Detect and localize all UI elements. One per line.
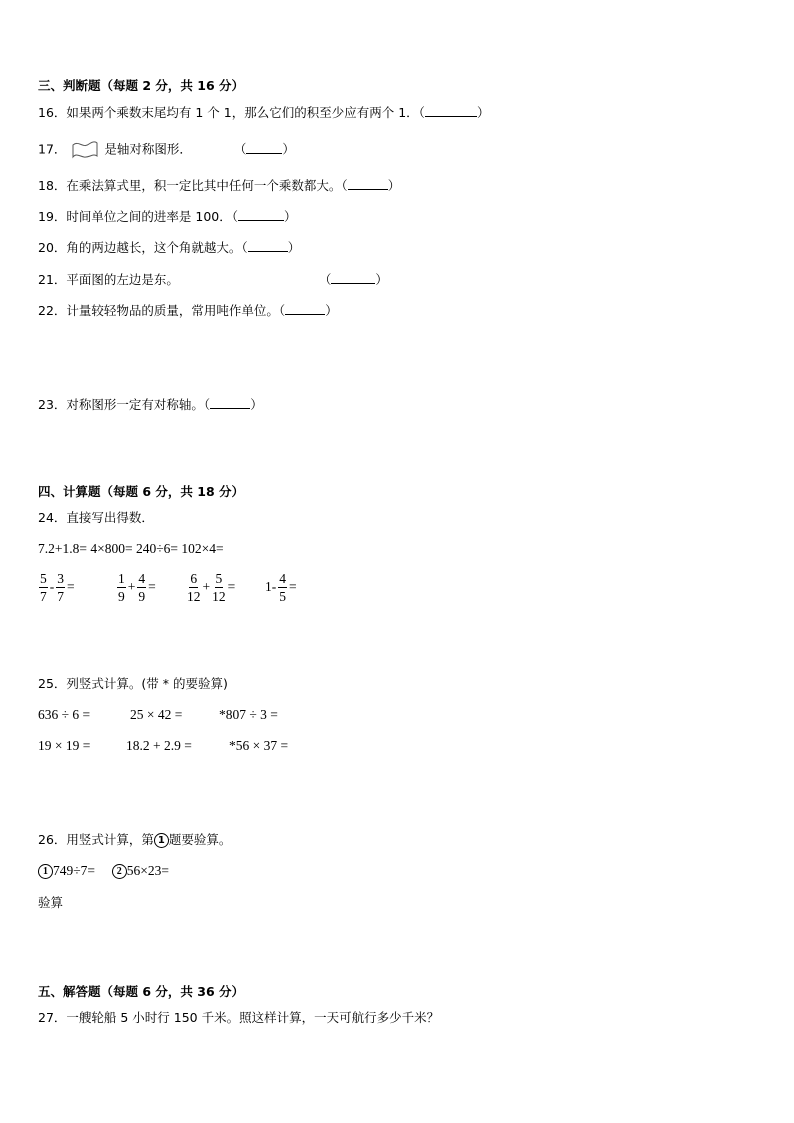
q26-expr-2: 56×23= — [126, 863, 170, 878]
fraction-expression-4: 1- $\frac{4}{5}$ = — [265, 570, 297, 604]
question-18-text: 18．在乘法算式里，积一定比其中任何一个乘数都大。 — [38, 178, 342, 193]
q25-expr-6: *56 × 37 = — [229, 738, 289, 753]
question-19-text: 19．时间单位之间的进率是 100． — [38, 209, 232, 224]
fraction-expression-3: $\frac{6}{12}$ + $\frac{5}{12}$ = — [187, 570, 236, 604]
question-17: 17． 是轴对称图形． （ ） — [38, 140, 295, 160]
question-23: 23．对称图形一定有对称轴。（ ） — [38, 397, 263, 412]
question-24: 24．直接写出得数． — [38, 510, 154, 525]
question-18: 18．在乘法算式里，积一定比其中任何一个乘数都大。（ ） — [38, 178, 401, 193]
answer-blank-23[interactable] — [210, 396, 250, 409]
q25-expr-5: 18.2 + 2.9 = — [126, 738, 192, 753]
question-17-text: 是轴对称图形． — [104, 141, 192, 157]
question-27: 27．一艘轮船 5 小时行 150 千米。照这样计算，一天可航行多少千米？ — [38, 1010, 440, 1025]
answer-blank-22[interactable] — [285, 302, 325, 315]
question-17-number: 17． — [38, 141, 67, 157]
circled-number-2: 2 — [112, 864, 127, 879]
q25-expr-1: 636 ÷ 6 = — [38, 707, 91, 722]
section-3-title: 三、判断题（每题 2 分，共 16 分） — [38, 78, 245, 93]
question-26-items — [38, 863, 169, 879]
circled-number-1: 1 — [154, 833, 169, 848]
answer-blank-19[interactable] — [238, 208, 284, 221]
section-4-title: 四、计算题（每题 6 分，共 18 分） — [38, 484, 245, 499]
question-20: 20．角的两边越长，这个角就越大。（ ） — [38, 240, 301, 255]
question-22-text: 22．计量较轻物品的质量，常用吨作单位。 — [38, 303, 279, 318]
circled-number-1: 1 — [38, 864, 53, 879]
section-5-title: 五、解答题（每题 6 分，共 36 分） — [38, 984, 245, 999]
question-19: 19．时间单位之间的进率是 100．（ ） — [38, 209, 297, 224]
question-25: 25．列竖式计算。(带 * 的要验算) — [38, 676, 228, 691]
question-22: 22．计量较轻物品的质量，常用吨作单位。（ ） — [38, 303, 338, 318]
check-label: 验算 — [38, 895, 64, 910]
answer-blank-17[interactable] — [246, 141, 282, 154]
answer-blank-20[interactable] — [248, 239, 288, 252]
answer-blank-18[interactable] — [348, 177, 388, 190]
question-21: 21．平面图的左边是东。 （ ） — [38, 272, 388, 287]
fraction-expression-1: $\frac{5}{7}$ - $\frac{3}{7}$ = — [40, 570, 75, 604]
answer-blank-16[interactable] — [425, 104, 477, 117]
answer-blank-21[interactable] — [331, 271, 375, 284]
question-21-text: 21．平面图的左边是东。 — [38, 272, 179, 287]
q25-expr-4: 19 × 19 = — [38, 738, 91, 753]
q25-expr-3: *807 ÷ 3 = — [219, 707, 278, 722]
q25-expr-2: 25 × 42 = — [130, 707, 183, 722]
question-23-text: 23．对称图形一定有对称轴。 — [38, 397, 204, 412]
question-26: 26．用竖式计算，第 1 题要验算。 — [38, 832, 232, 847]
fraction-expression-2: $\frac{1}{9}$ + $\frac{4}{9}$ = — [118, 570, 156, 604]
question-24-row-1: 7.2+1.8= 4×800= 240÷6= 102×4= — [38, 541, 224, 556]
question-16-text: 16．如果两个乘数末尾均有 1 个 1，那么它们的积至少应有两个 1． — [38, 105, 419, 120]
question-16: 16．如果两个乘数末尾均有 1 个 1，那么它们的积至少应有两个 1．（ ） — [38, 105, 490, 120]
wave-flag-shape-icon — [70, 140, 100, 160]
question-20-text: 20．角的两边越长，这个角就越大。 — [38, 240, 242, 255]
q26-expr-1: 749÷7= — [53, 863, 96, 878]
